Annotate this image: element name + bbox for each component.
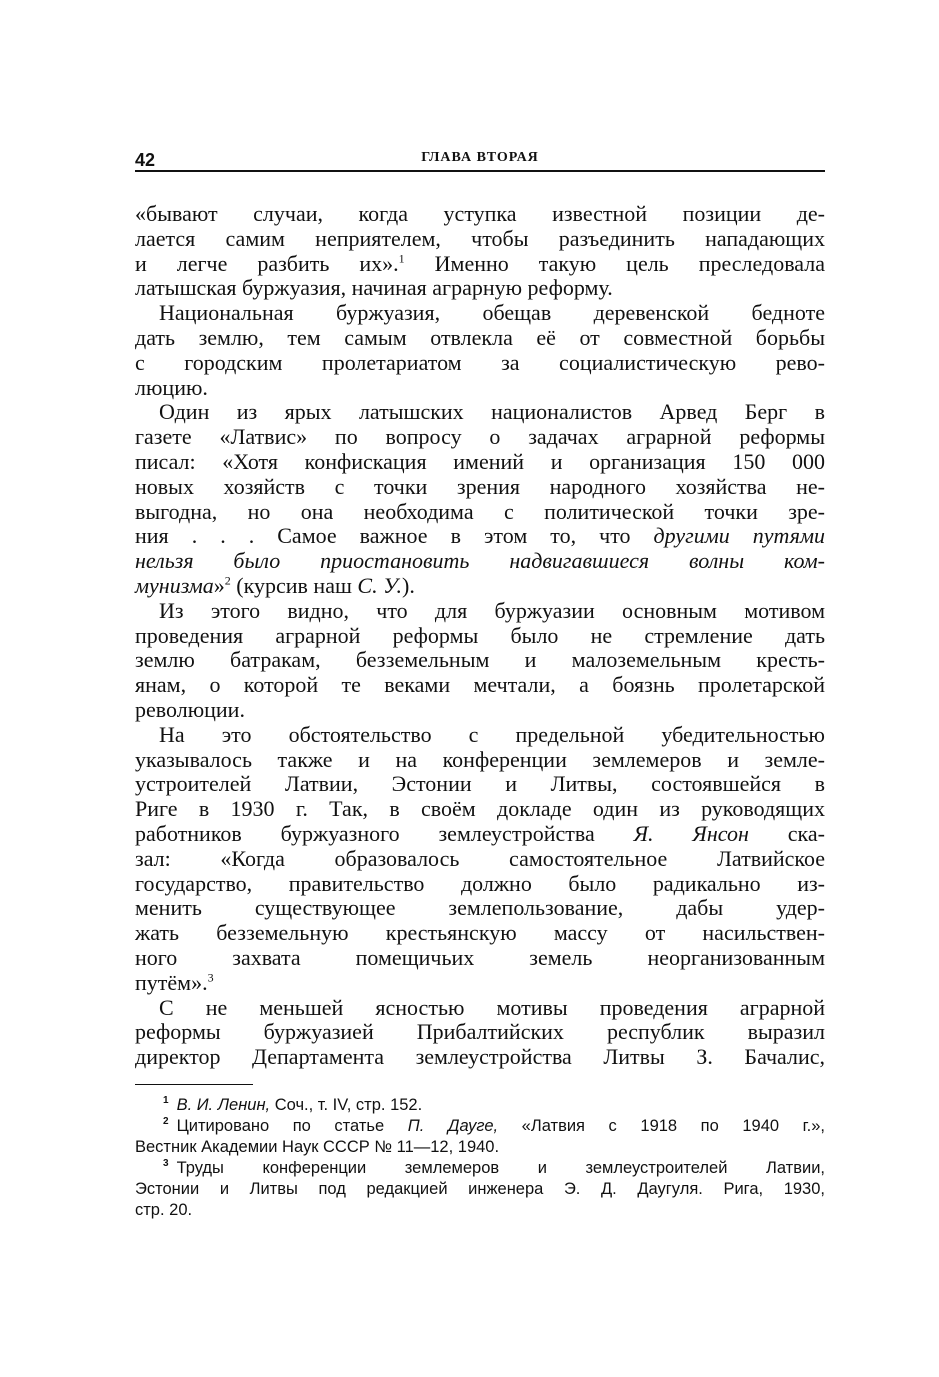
- text-line: [135, 971, 825, 996]
- text-line: землю батракам, безземельным и малоземельным кресть-: [135, 647, 825, 673]
- footnote-2: [135, 1116, 825, 1137]
- text-line: [135, 252, 825, 277]
- text-line: Национальная буржуазия, обещав деревенской бедноте: [159, 300, 825, 326]
- text-line: лается самим неприятелем, чтобы разъединить нападающих: [135, 225, 825, 251]
- text-line: директор Департамента землеустройства Литвы З. Бачалис,: [135, 1044, 825, 1070]
- text-run: «Латвия с 1918 по 1940 г.»,: [498, 1116, 825, 1135]
- paragraph: [135, 599, 825, 723]
- text-line: [135, 822, 825, 847]
- text-line: с городским пролетариатом за социалистическую рево-: [135, 349, 825, 375]
- footnote-marker: 3: [163, 1158, 169, 1170]
- italic-run: В. И. Ленин,: [176, 1095, 271, 1114]
- paragraph: [135, 202, 825, 301]
- footnote-line: стр. 20.: [135, 1200, 193, 1219]
- footnote-line: Эстонии и Литвы под редакцией инженера Э. Д. Даугуля. Рига, 1930,: [135, 1179, 825, 1198]
- text-line: Риге в 1930 г. Так, в своём докладе один из руководящих: [135, 796, 825, 822]
- text-run: путём».: [135, 969, 208, 995]
- text-line: зал: «Когда образовалось самостоятельное Латвийское: [135, 845, 825, 871]
- text-line: люцию.: [135, 374, 208, 400]
- text-line: «бывают случаи, когда уступка известной позиции де-: [135, 201, 825, 226]
- text-line: ного захвата помещичьих земель неорганизованным: [135, 944, 825, 970]
- text-line: жать безземельную крестьянскую массу от насильствен-: [135, 920, 825, 946]
- text-run: ния . . . Самое важное в этом то, что: [135, 523, 654, 549]
- text-line: газете «Латвис» по вопросу о задачах аграрной реформы: [135, 424, 825, 450]
- text-line: Из этого видно, что для буржуазии основным мотивом: [159, 597, 825, 623]
- text-run: »: [213, 572, 225, 598]
- text-run: (курсив наш: [230, 572, 358, 598]
- footnote-ref[interactable]: 3: [207, 970, 214, 985]
- footnote-ref[interactable]: 2: [224, 573, 231, 588]
- text-line: дать землю, тем самым отвлекла её от совместной борьбы: [135, 324, 825, 350]
- footnote-ref[interactable]: 1: [398, 251, 405, 266]
- footnote-3: [135, 1158, 825, 1179]
- text-run: Соч., т. IV, стр. 152.: [270, 1095, 423, 1114]
- text-run: Труды конференции землемеров и землеустроителей Латвии,: [176, 1158, 825, 1177]
- footnote-marker: 2: [163, 1116, 169, 1128]
- footnote-1: [135, 1095, 825, 1116]
- paragraph: [135, 996, 825, 1070]
- text-line: писал: «Хотя конфискация имений и организация 150 000: [135, 448, 825, 474]
- text-line: нельзя было приостановить надвигавшиеся волны ком-: [135, 548, 825, 574]
- text-run: ).: [402, 572, 415, 598]
- text-run: ска-: [748, 820, 825, 846]
- footnote-line: Вестник Академии Наук СССР № 11—12, 1940.: [135, 1137, 500, 1156]
- text-line: реформы буржуазией Прибалтийских республик выразил: [135, 1019, 825, 1045]
- book-page: [135, 140, 825, 1221]
- italic-run: мунизма: [135, 572, 214, 598]
- text-line: Один из ярых латышских националистов Арвед Берг в: [159, 399, 825, 425]
- paragraph: [135, 301, 825, 400]
- text-line: проведения аграрной реформы было не стремление дать: [135, 622, 825, 648]
- paragraph: [135, 400, 825, 598]
- text-line: [135, 524, 825, 549]
- text-line: На это обстоятельство с предельной убедительностью: [159, 721, 825, 747]
- text-line: новых хозяйств с точки зрения народного хозяйства не-: [135, 473, 825, 499]
- footnotes: [135, 1095, 825, 1221]
- italic-run: Я. Янсон: [633, 820, 749, 846]
- text-line: С не меньшей ясностью мотивы проведения аграрной: [159, 994, 825, 1020]
- text-run: Цитировано по статье: [176, 1116, 408, 1135]
- text-run: работников буржуазного землеустройства: [135, 820, 634, 846]
- footnote-divider: [135, 1084, 253, 1085]
- text-line: выгодна, но она необходима с политической точки зре-: [135, 498, 825, 524]
- text-run: и легче разбить их».: [135, 250, 399, 276]
- paragraph: [135, 723, 825, 996]
- footnote-marker: 1: [163, 1095, 169, 1107]
- running-head: ГЛАВА ВТОРАЯ: [421, 150, 539, 165]
- page-header: [135, 140, 825, 172]
- text-line: революции.: [135, 696, 245, 722]
- body-text: [135, 202, 825, 1070]
- text-run: Именно такую цель преследовала: [404, 250, 825, 276]
- italic-run: С. У.: [357, 572, 402, 598]
- text-line: государство, правительство должно было радикально из-: [135, 870, 825, 896]
- text-line: латышская буржуазия, начиная аграрную реформу.: [135, 275, 613, 301]
- text-line: устроителей Латвии, Эстонии и Литвы, состоявшейся в: [135, 771, 825, 797]
- italic-run: другими путями: [653, 523, 825, 549]
- text-line: янам, о которой те веками мечтали, а боязнь пролетарской: [135, 672, 825, 698]
- text-line: менить существующее землепользование, дабы удер-: [135, 895, 825, 921]
- text-line: указывалось также и на конференции землемеров и земле-: [135, 746, 825, 772]
- italic-run: П. Дауге,: [407, 1116, 499, 1135]
- page-number: 42: [135, 150, 156, 170]
- text-line: [135, 574, 825, 599]
